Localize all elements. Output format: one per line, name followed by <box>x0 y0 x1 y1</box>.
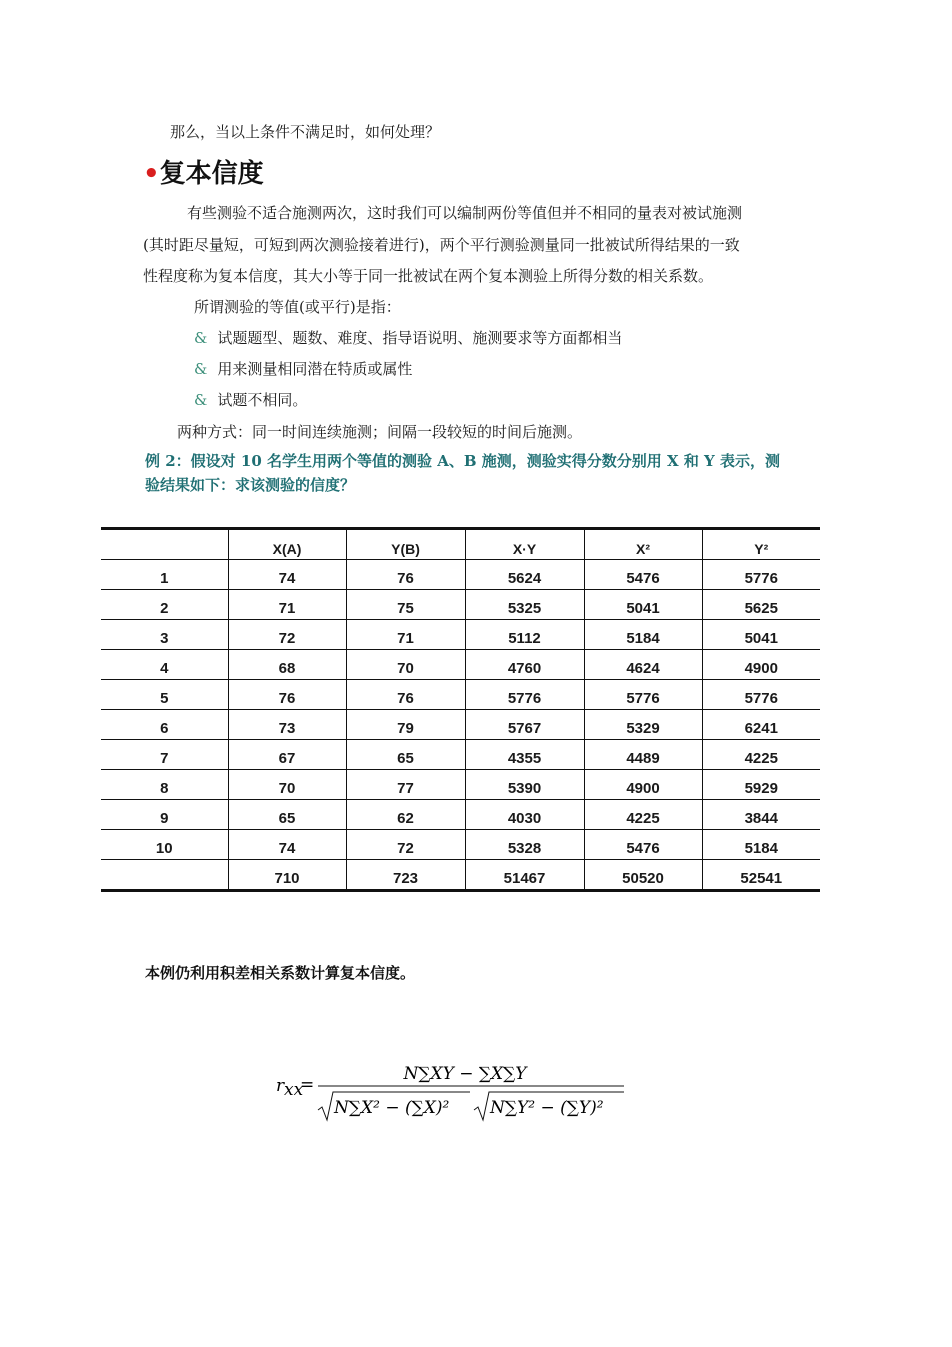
bullet-text: 用来测量相同潜在特质或属性 <box>217 360 413 378</box>
table-cell: 77 <box>346 770 465 800</box>
note-text: 本例仍利用积差相关系数计算复本信度。 <box>145 964 416 982</box>
table-cell: 5390 <box>465 770 584 800</box>
total-cell: 50520 <box>584 860 702 891</box>
section-heading-text: 复本信度 <box>159 159 264 189</box>
row-index-cell: 2 <box>101 590 228 620</box>
table-cell: 72 <box>228 620 346 650</box>
table-cell: 71 <box>228 590 346 620</box>
ampersand-bullet-icon: & <box>194 391 208 409</box>
table-cell: 74 <box>228 830 346 860</box>
example-line-1: 例 2：假设对 10 名学生用两个等值的测验 A、B 施测，测验实得分数分别用 X 和 Y 表示，测 <box>145 452 780 470</box>
table-row <box>101 590 820 620</box>
scores-table <box>101 527 820 892</box>
table-row <box>101 680 820 710</box>
red-bullet-icon: • <box>143 159 160 189</box>
table-cell: 4900 <box>702 650 820 680</box>
table-cell: 5625 <box>702 590 820 620</box>
table-cell: 72 <box>346 830 465 860</box>
bullet-text: 试题题型、题数、难度、指导语说明、施测要求等方面都相当 <box>217 329 623 347</box>
table-cell: 62 <box>346 800 465 830</box>
table-cell: 79 <box>346 710 465 740</box>
table-cell: 73 <box>228 710 346 740</box>
table-cell: 71 <box>346 620 465 650</box>
formula-denominator-right: N∑Y² − (∑Y)² <box>490 1098 604 1118</box>
table-cell: 74 <box>228 560 346 590</box>
formula-lhs: r <box>276 1076 285 1096</box>
table-cell: 5776 <box>584 680 702 710</box>
table-cell: 65 <box>228 800 346 830</box>
table-row <box>101 560 820 590</box>
table-row <box>101 650 820 680</box>
table-cell: 4624 <box>584 650 702 680</box>
total-cell: 52541 <box>702 860 820 891</box>
table-cell: 70 <box>346 650 465 680</box>
header-cell: X·Y <box>465 529 584 560</box>
table-cell: 4355 <box>465 740 584 770</box>
table-cell: 4225 <box>702 740 820 770</box>
table-total-row <box>101 860 820 891</box>
table-cell: 5112 <box>465 620 584 650</box>
table-cell: 5329 <box>584 710 702 740</box>
table-header-row <box>101 529 820 560</box>
intro-question: 那么，当以上条件不满足时，如何处理？ <box>170 123 441 141</box>
row-index-cell: 5 <box>101 680 228 710</box>
table-cell: 65 <box>346 740 465 770</box>
equivalence-intro: 所谓测验的等值(或平行)是指： <box>194 298 401 316</box>
table-cell: 70 <box>228 770 346 800</box>
table-cell: 4489 <box>584 740 702 770</box>
header-cell <box>101 529 228 560</box>
paragraph-line-1: 有些测验不适合施测两次，这时我们可以编制两份等值但并不相同的量表对被试施测 <box>187 204 743 222</box>
table-cell: 5767 <box>465 710 584 740</box>
paragraph-line-2: (其时距尽量短，可短到两次测验接着进行)，两个平行测验测量同一批被试所得结果的一致 <box>143 236 740 254</box>
row-index-cell: 8 <box>101 770 228 800</box>
ampersand-bullet-icon: & <box>194 360 208 378</box>
pearson-formula <box>270 1050 640 1130</box>
total-cell: 51467 <box>465 860 584 891</box>
row-index-cell: 6 <box>101 710 228 740</box>
header-cell: X(A) <box>228 529 346 560</box>
bullet-item <box>194 390 307 410</box>
bullet-item <box>194 328 622 348</box>
table-cell: 76 <box>346 680 465 710</box>
formula-equals: = <box>300 1075 315 1095</box>
row-index-cell: 7 <box>101 740 228 770</box>
table-cell: 5476 <box>584 560 702 590</box>
formula-lhs-subscript: xx <box>284 1080 304 1100</box>
methods-text: 两种方式：同一时间连续施测；间隔一段较短的时间后施测。 <box>177 423 583 441</box>
table-cell: 5041 <box>584 590 702 620</box>
table-cell: 5624 <box>465 560 584 590</box>
section-heading <box>143 158 264 190</box>
row-index-cell: 10 <box>101 830 228 860</box>
total-cell: 710 <box>228 860 346 891</box>
table-row <box>101 740 820 770</box>
example-line-2: 验结果如下：求该测验的信度？ <box>145 476 356 494</box>
bullet-item <box>194 359 412 379</box>
header-cell: Y(B) <box>346 529 465 560</box>
table-cell: 76 <box>228 680 346 710</box>
table-cell: 4030 <box>465 800 584 830</box>
table-cell: 5041 <box>702 620 820 650</box>
table-cell: 4760 <box>465 650 584 680</box>
header-cell: Y² <box>702 529 820 560</box>
formula-numerator: N∑XY − ∑X∑Y <box>403 1064 527 1084</box>
total-cell: 723 <box>346 860 465 891</box>
table-cell: 5776 <box>702 680 820 710</box>
paragraph-line-3: 性程度称为复本信度，其大小等于同一批被试在两个复本测验上所得分数的相关系数。 <box>143 267 714 285</box>
bullet-text: 试题不相同。 <box>217 391 308 409</box>
table-cell: 5325 <box>465 590 584 620</box>
table-row <box>101 830 820 860</box>
table-cell: 5776 <box>465 680 584 710</box>
table-cell: 75 <box>346 590 465 620</box>
table-cell: 4225 <box>584 800 702 830</box>
row-index-cell: 3 <box>101 620 228 650</box>
table-cell: 3844 <box>702 800 820 830</box>
total-label-cell <box>101 860 228 891</box>
formula-denominator-left: N∑X² − (∑X)² <box>334 1098 450 1118</box>
table-cell: 76 <box>346 560 465 590</box>
table-row <box>101 770 820 800</box>
table-cell: 5776 <box>702 560 820 590</box>
table-cell: 6241 <box>702 710 820 740</box>
table-cell: 5476 <box>584 830 702 860</box>
row-index-cell: 1 <box>101 560 228 590</box>
table-cell: 4900 <box>584 770 702 800</box>
table-cell: 67 <box>228 740 346 770</box>
row-index-cell: 9 <box>101 800 228 830</box>
table-cell: 5184 <box>584 620 702 650</box>
table-row <box>101 800 820 830</box>
table-cell: 5184 <box>702 830 820 860</box>
table-row <box>101 710 820 740</box>
table-cell: 5328 <box>465 830 584 860</box>
table-row <box>101 620 820 650</box>
table-cell: 68 <box>228 650 346 680</box>
header-cell: X² <box>584 529 702 560</box>
row-index-cell: 4 <box>101 650 228 680</box>
table-cell: 5929 <box>702 770 820 800</box>
ampersand-bullet-icon: & <box>194 329 208 347</box>
